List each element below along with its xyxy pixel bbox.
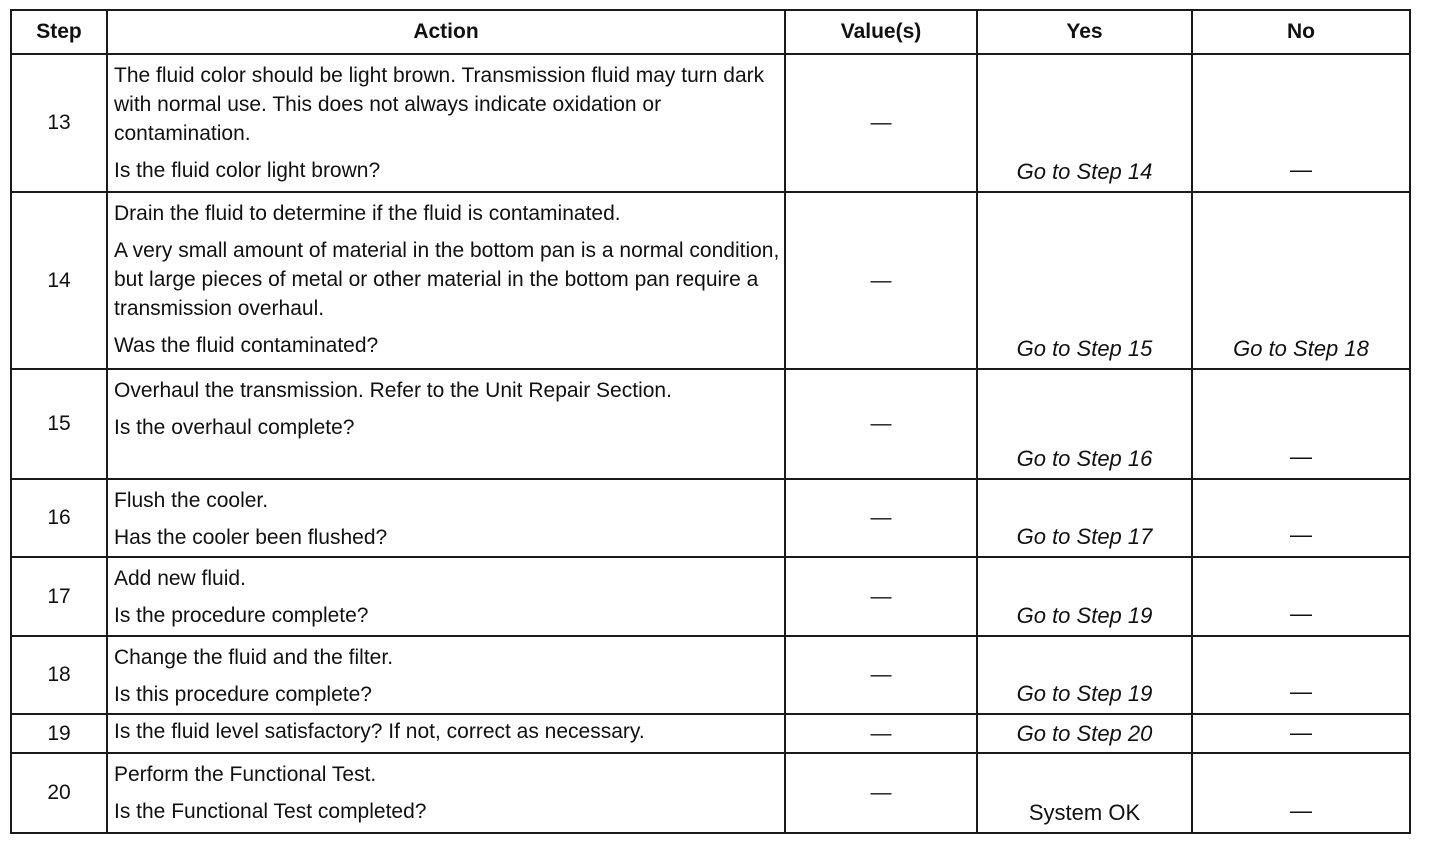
no-result: — <box>1290 157 1312 182</box>
action-text: Overhaul the transmission. Refer to the Unit Repair Section. <box>114 379 672 402</box>
no-result: — <box>1290 798 1312 823</box>
table-row <box>11 753 1410 833</box>
header-action: Action <box>107 10 785 54</box>
table-header <box>11 10 1410 54</box>
yes-result: System OK <box>1028 800 1141 825</box>
yes-cell <box>977 192 1192 369</box>
table-row <box>11 557 1410 636</box>
value-cell: — <box>785 192 977 369</box>
table-row <box>11 369 1410 479</box>
action-text: The fluid color should be light brown. Transmission fluid may turn dark with normal use. This does not always indicate oxidation or contamination. <box>114 64 765 145</box>
yes-result: Go to Step 19 <box>1016 681 1153 706</box>
no-cell <box>1192 714 1410 753</box>
action-question: Is the fluid level satisfactory? If not, correct as necessary. <box>114 720 645 743</box>
yes-cell <box>977 714 1192 753</box>
value-cell: — <box>785 479 977 557</box>
table-row <box>11 714 1410 753</box>
step-number: 20 <box>11 753 107 833</box>
no-cell <box>1192 479 1410 557</box>
no-result: — <box>1290 601 1312 626</box>
no-result: — <box>1290 444 1312 469</box>
no-cell <box>1192 54 1410 192</box>
step-number: 15 <box>11 369 107 479</box>
value-cell: — <box>785 54 977 192</box>
action-question: Is the fluid color light brown? <box>114 159 381 182</box>
action-cell <box>107 54 785 192</box>
table-row <box>11 479 1410 557</box>
yes-result: Go to Step 17 <box>1016 524 1153 549</box>
value-cell: — <box>785 369 977 479</box>
action-cell <box>107 557 785 636</box>
yes-cell <box>977 636 1192 714</box>
action-text: Flush the cooler. <box>114 489 269 512</box>
no-cell <box>1192 636 1410 714</box>
table-row <box>11 192 1410 369</box>
action-cell <box>107 753 785 833</box>
action-question: Is the Functional Test completed? <box>114 800 427 823</box>
yes-cell <box>977 557 1192 636</box>
yes-result: Go to Step 20 <box>1016 720 1153 746</box>
yes-result: Go to Step 14 <box>1016 159 1153 184</box>
yes-cell <box>977 479 1192 557</box>
no-cell <box>1192 753 1410 833</box>
header-yes: Yes <box>977 10 1192 54</box>
action-cell <box>107 714 785 753</box>
step-number: 13 <box>11 54 107 192</box>
step-number: 16 <box>11 479 107 557</box>
table-row <box>11 54 1410 192</box>
action-text: A very small amount of material in the bottom pan is a normal condition, but large pieces of metal or other material in the bottom pan require a transmission overhaul. <box>114 239 780 320</box>
no-result: — <box>1290 719 1312 745</box>
step-number: 14 <box>11 192 107 369</box>
action-question: Is this procedure complete? <box>114 683 372 706</box>
action-cell <box>107 192 785 369</box>
action-text: Drain the fluid to determine if the fluid is contaminated. <box>114 202 621 225</box>
yes-result: Go to Step 15 <box>1016 336 1153 361</box>
yes-cell <box>977 753 1192 833</box>
yes-cell <box>977 54 1192 192</box>
no-cell <box>1192 192 1410 369</box>
table-body <box>11 54 1410 833</box>
no-result: — <box>1290 679 1312 704</box>
table-row <box>11 636 1410 714</box>
action-question: Is the procedure complete? <box>114 604 369 627</box>
action-cell <box>107 479 785 557</box>
action-text: Change the fluid and the filter. <box>114 646 394 669</box>
value-cell: — <box>785 753 977 833</box>
action-question: Is the overhaul complete? <box>114 416 355 439</box>
action-question: Was the fluid contaminated? <box>114 334 379 357</box>
header-step: Step <box>11 10 107 54</box>
value-cell: — <box>785 714 977 753</box>
yes-cell <box>977 369 1192 479</box>
action-question: Has the cooler been flushed? <box>114 526 388 549</box>
header-no: No <box>1192 10 1410 54</box>
no-cell <box>1192 369 1410 479</box>
header-values: Value(s) <box>785 10 977 54</box>
action-text: Add new fluid. <box>114 567 246 590</box>
action-cell <box>107 636 785 714</box>
step-number: 17 <box>11 557 107 636</box>
no-cell <box>1192 557 1410 636</box>
step-number: 18 <box>11 636 107 714</box>
yes-result: Go to Step 19 <box>1016 603 1153 628</box>
value-cell: — <box>785 636 977 714</box>
action-text: Perform the Functional Test. <box>114 763 377 786</box>
yes-result: Go to Step 16 <box>1016 446 1153 471</box>
header-row <box>11 10 1410 54</box>
value-cell: — <box>785 557 977 636</box>
no-result: — <box>1290 522 1312 547</box>
step-number: 19 <box>11 714 107 753</box>
no-result: Go to Step 18 <box>1233 336 1369 361</box>
diagnostic-table <box>10 9 1411 834</box>
action-cell <box>107 369 785 479</box>
